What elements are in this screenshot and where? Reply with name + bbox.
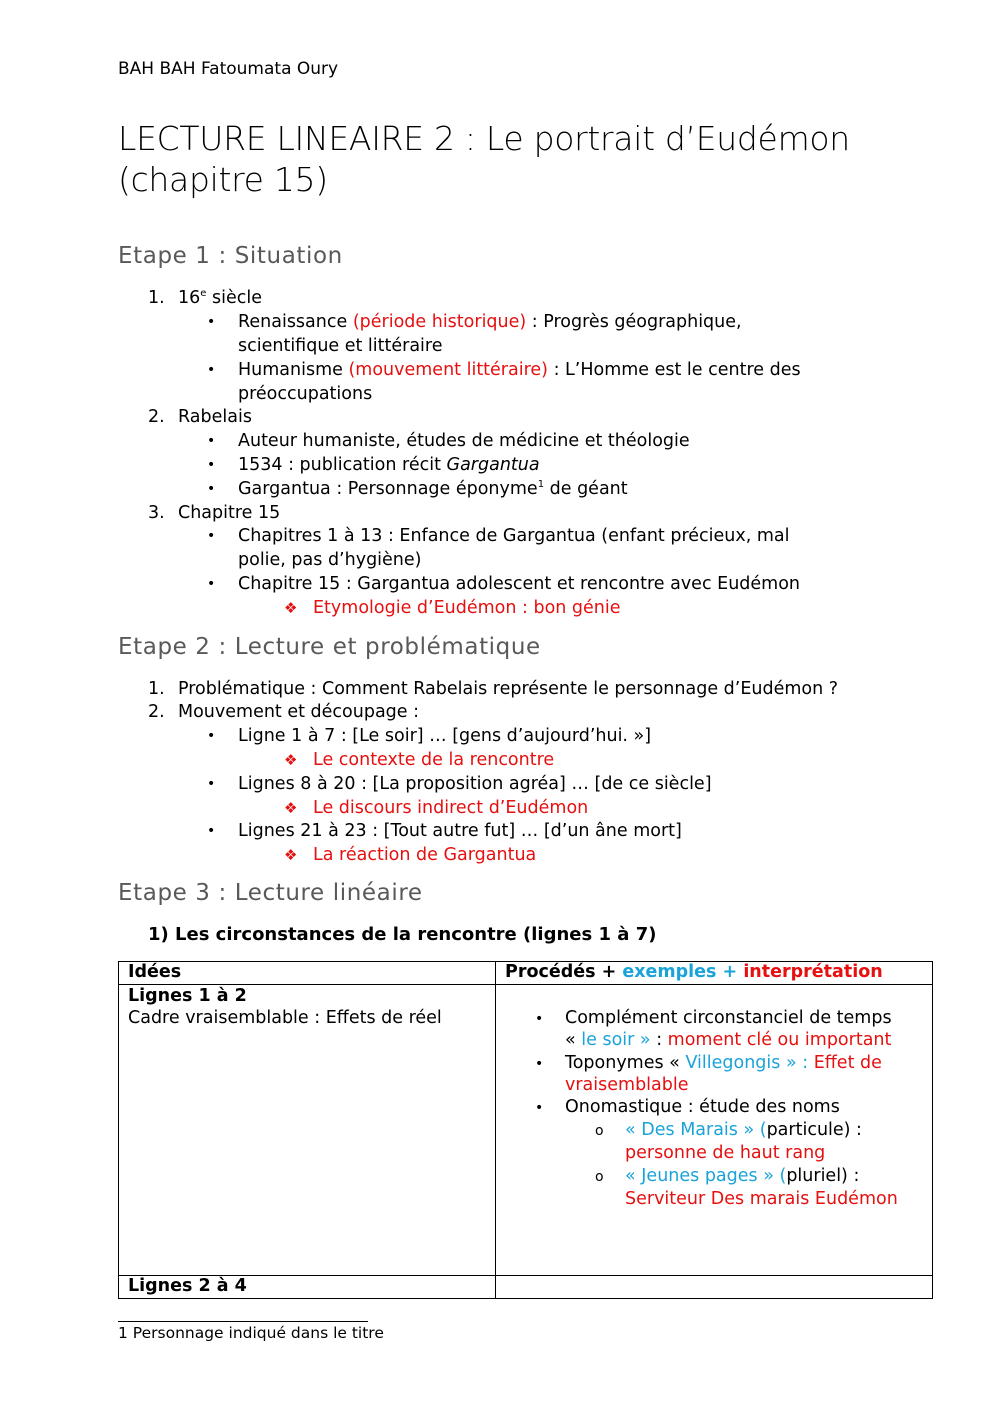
table-cell: • Complément circonstanciel de temps « le soir » : moment clé ou important • Toponymes « Villegongis » : Effet de vraisemblable • Onomastique : étude des noms o « Des Marais » (particule) : personne de haut rang o « Jeunes pages » (pluriel) : Serviteur Des marais Eudémon: [496, 985, 933, 1276]
table-header-cell: Procédés + exemples + interprétation: [496, 962, 933, 985]
diamond-bullet-icon: ❖: [284, 799, 298, 817]
footnote-separator: [118, 1321, 368, 1322]
list-item: Gargantua : Personnage éponyme$^1$ de géant: [238, 479, 628, 499]
circle-bullet-icon: o: [595, 1169, 604, 1185]
list-item: Lignes 21 à 23 : [Tout autre fut] … [d’un âne mort]: [238, 821, 682, 841]
list-item: Humanisme (mouvement littéraire) : L’Homme est le centre des: [238, 360, 801, 380]
list-number: 1.: [148, 288, 165, 308]
list-item: Lignes 8 à 20 : [La proposition agréa] … [de ce siècle]: [238, 774, 712, 794]
etape3-heading: Etape 3 : Lecture linéaire: [118, 880, 423, 906]
list-item: Chapitre 15: [178, 503, 281, 523]
list-item-continuation: scientifique et littéraire: [238, 336, 443, 356]
document-title: [118, 118, 850, 200]
table-header-cell: Idées: [119, 962, 496, 985]
list-item: Renaissance (période historique) : Progrès géographique,: [238, 312, 742, 332]
diamond-bullet-icon: ❖: [284, 599, 298, 617]
list-item-continuation: polie, pas d’hygiène): [238, 550, 422, 570]
bullet-icon: •: [207, 314, 216, 330]
bullet-icon: •: [207, 457, 216, 473]
bullet-icon: •: [535, 1100, 544, 1116]
list-item: Problématique : Comment Rabelais représente le personnage d’Eudémon ?: [178, 679, 839, 699]
diamond-bullet-icon: ❖: [284, 846, 298, 864]
list-item-continuation: préoccupations: [238, 384, 373, 404]
bullet-icon: •: [535, 1011, 544, 1027]
list-item: Chapitre 15 : Gargantua adolescent et rencontre avec Eudémon: [238, 574, 800, 594]
bullet-icon: •: [535, 1056, 544, 1072]
list-item: Mouvement et découpage :: [178, 702, 420, 722]
diamond-bullet-icon: ❖: [284, 751, 298, 769]
table-row: [119, 1276, 933, 1299]
etape2-heading: Etape 2 : Lecture et problématique: [118, 634, 541, 660]
bullet-icon: •: [207, 433, 216, 449]
list-number: 2.: [148, 407, 165, 427]
title-line-1: LECTURE LINEAIRE 2 : Le portrait d’Eudémon: [118, 119, 850, 158]
table-row: [119, 985, 933, 1276]
section-subheading: 1) Les circonstances de la rencontre (lignes 1 à 7): [148, 924, 657, 945]
analysis-table: [118, 961, 933, 1299]
list-item: Le contexte de la rencontre: [313, 750, 555, 770]
list-item: Rabelais: [178, 407, 252, 427]
bullet-icon: •: [207, 528, 216, 544]
bullet-icon: •: [207, 728, 216, 744]
bullet-icon: •: [207, 362, 216, 378]
list-item: La réaction de Gargantua: [313, 845, 537, 865]
list-item: Le discours indirect d’Eudémon: [313, 798, 589, 818]
footnote: 1 Personnage indiqué dans le titre: [118, 1324, 384, 1342]
bullet-icon: •: [207, 481, 216, 497]
bullet-icon: •: [207, 576, 216, 592]
table-cell: Lignes 1 à 2 Cadre vraisemblable : Effets de réel: [119, 985, 496, 1276]
list-number: 1.: [148, 679, 165, 699]
table-cell: Lignes 2 à 4: [119, 1276, 496, 1299]
list-item: Ligne 1 à 7 : [Le soir] … [gens d’aujourd’hui. »]: [238, 726, 652, 746]
bullet-icon: •: [207, 776, 216, 792]
bullet-icon: •: [207, 823, 216, 839]
etape1-heading: Etape 1 : Situation: [118, 243, 343, 269]
circle-bullet-icon: o: [595, 1123, 604, 1139]
list-number: 2.: [148, 702, 165, 722]
list-item: Chapitres 1 à 13 : Enfance de Gargantua (enfant précieux, mal: [238, 526, 790, 546]
table-header-row: [119, 962, 933, 985]
title-line-2: (chapitre 15): [118, 160, 328, 199]
author-name: BAH BAH Fatoumata Oury: [118, 59, 339, 79]
list-item: 1534 : publication récit Gargantua: [238, 455, 540, 475]
footnote-reference[interactable]: 1: [537, 479, 545, 491]
table-cell: [496, 1276, 933, 1299]
list-number: 3.: [148, 503, 165, 523]
list-item: Etymologie d’Eudémon : bon génie: [313, 598, 621, 618]
list-item: Auteur humaniste, études de médicine et théologie: [238, 431, 690, 451]
list-item: 16e siècle: [178, 288, 262, 308]
